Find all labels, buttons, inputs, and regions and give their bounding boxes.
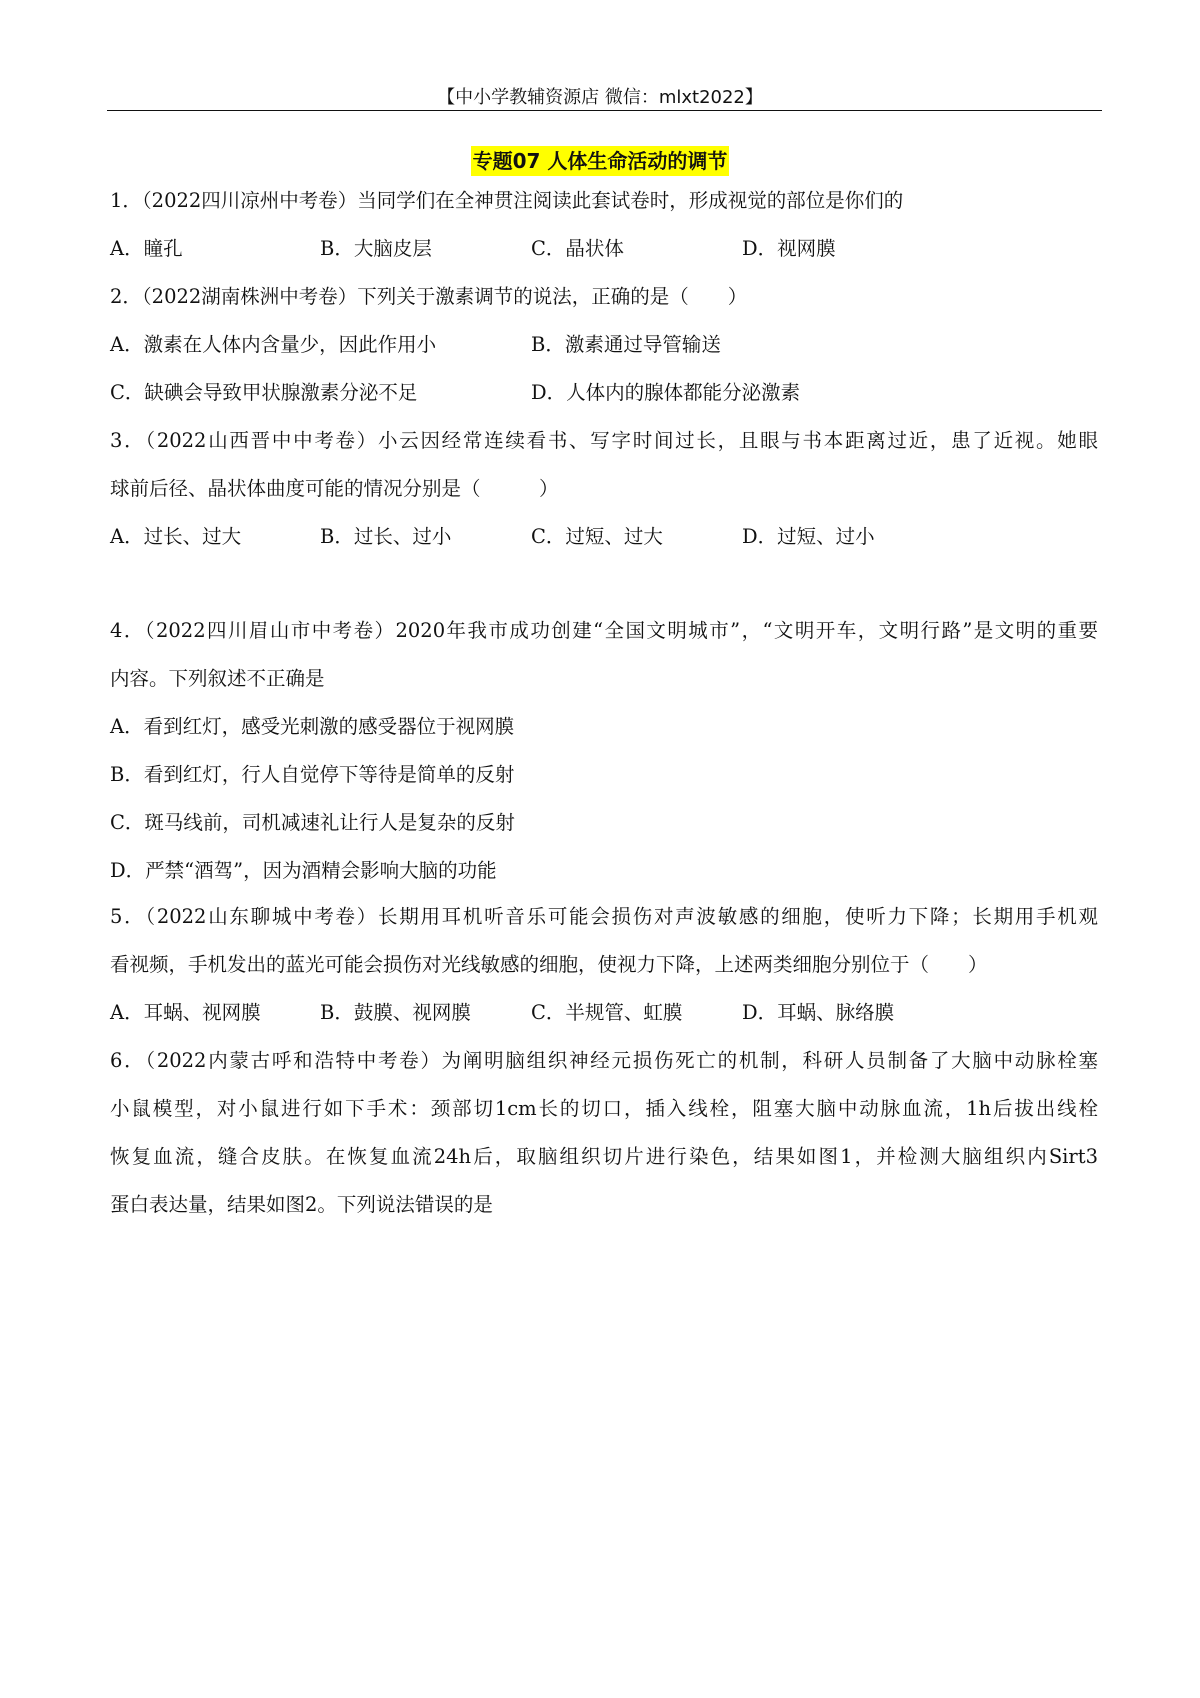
q3-option-d: D．过短、过小 (742, 525, 875, 548)
q4-option-d: D．严禁“酒驾”，因为酒精会影响大脑的功能 (110, 859, 497, 882)
q6-stem-line-3: 恢复血流，缝合皮肤。在恢复血流24h后，取脑组织切片进行染色，结果如图1，并检测大脑组织内Sirt3 (110, 1145, 1098, 1168)
q2-stem: 2．（2022湖南株洲中考卷）下列关于激素调节的说法，正确的是（ ） (110, 285, 748, 308)
q1-option-d: D．视网膜 (742, 237, 836, 260)
q2-option-b: B．激素通过导管输送 (531, 333, 721, 356)
q5-option-c: C．半规管、虹膜 (531, 1001, 683, 1024)
q4-option-b: B．看到红灯，行人自觉停下等待是简单的反射 (110, 763, 515, 786)
q3-stem-line-1: 3．（2022山西晋中中考卷）小云因经常连续看书、写字时间过长，且眼与书本距离过近，患了近视。她眼 (110, 429, 1098, 452)
q3-stem-line-2: 球前后径、晶状体曲度可能的情况分别是（ ） (110, 477, 559, 500)
q1-option-a: A．瞳孔 (110, 237, 183, 260)
q4-option-c: C．斑马线前，司机减速礼让行人是复杂的反射 (110, 811, 515, 834)
q1-stem: 1．（2022四川凉州中考卷）当同学们在全神贯注阅读此套试卷时，形成视觉的部位是你们的 (110, 189, 904, 212)
q3-option-a: A．过长、过大 (110, 525, 242, 548)
q6-stem-line-2: 小鼠模型，对小鼠进行如下手术：颈部切1cm长的切口，插入线栓，阻塞大脑中动脉血流，1h后拔出线栓 (110, 1097, 1098, 1120)
q5-option-a: A．耳蜗、视网膜 (110, 1001, 261, 1024)
q2-option-a: A．激素在人体内含量少，因此作用小 (110, 333, 437, 356)
q6-stem-line-4: 蛋白表达量，结果如图2。下列说法错误的是 (110, 1193, 493, 1216)
q5-option-d: D．耳蜗、脉络膜 (742, 1001, 895, 1024)
q5-stem-line-2: 看视频，手机发出的蓝光可能会损伤对光线敏感的细胞，使视力下降，上述两类细胞分别位于（ ） (110, 953, 988, 976)
q4-option-a: A．看到红灯，感受光刺激的感受器位于视网膜 (110, 715, 515, 738)
q4-stem-line-1: 4．（2022四川眉山市中考卷）2020年我市成功创建“全国文明城市”，“文明开车，文明行路”是文明的重要 (110, 619, 1098, 642)
page-title: 专题07 人体生命活动的调节 (471, 146, 730, 176)
page-header: 【中小学教辅资源店 微信：mlxt2022】 (437, 87, 763, 108)
q3-option-c: C．过短、过大 (531, 525, 663, 548)
q5-option-b: B．鼓膜、视网膜 (320, 1001, 471, 1024)
q1-option-b: B．大脑皮层 (320, 237, 432, 260)
q4-stem-line-2: 内容。下列叙述不正确是 (110, 667, 325, 690)
q3-option-b: B．过长、过小 (320, 525, 452, 548)
header-divider (107, 110, 1102, 111)
q6-stem-line-1: 6．（2022内蒙古呼和浩特中考卷）为阐明脑组织神经元损伤死亡的机制，科研人员制备了大脑中动脉栓塞 (110, 1049, 1098, 1072)
title-container (0, 146, 1200, 176)
q1-option-c: C．晶状体 (531, 237, 624, 260)
q2-option-c: C．缺碘会导致甲状腺激素分泌不足 (110, 381, 418, 404)
q5-stem-line-1: 5．（2022山东聊城中考卷）长期用耳机听音乐可能会损伤对声波敏感的细胞，使听力下降；长期用手机观 (110, 905, 1098, 928)
q2-option-d: D．人体内的腺体都能分泌激素 (531, 381, 801, 404)
